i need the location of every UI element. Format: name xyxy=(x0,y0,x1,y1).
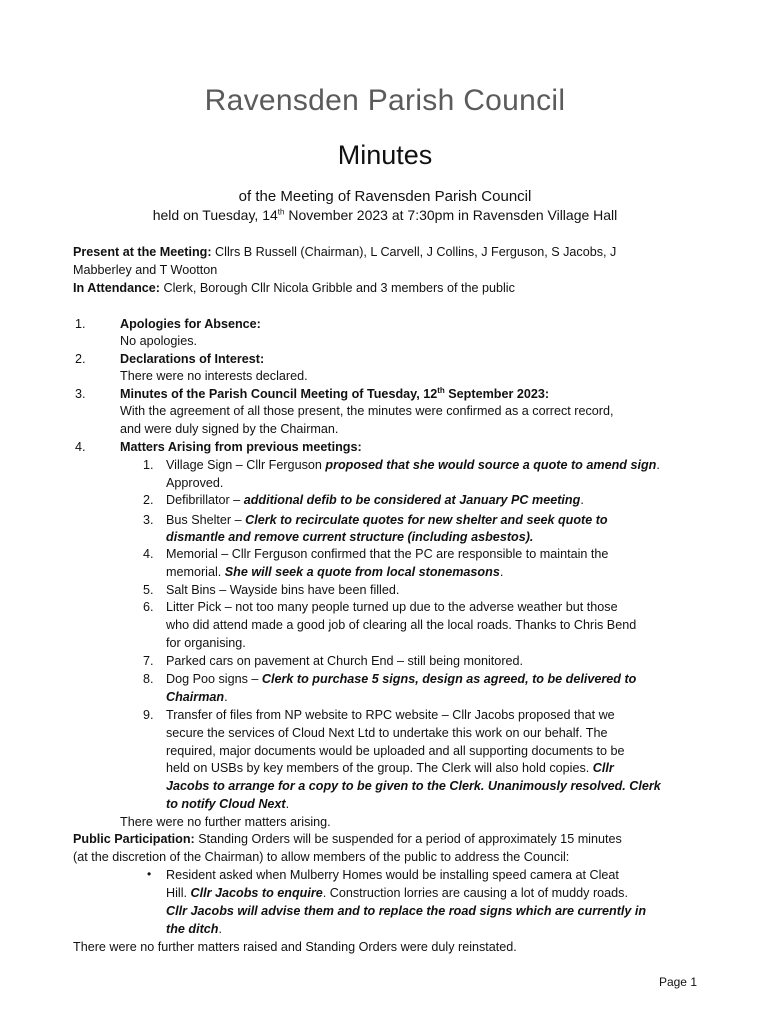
matter-line xyxy=(166,671,636,689)
action-text: Clerk to recirculate quotes for new shelter and seek quote to xyxy=(245,513,608,527)
matter-text: Defibrillator – xyxy=(166,493,244,507)
no-further-matters: There were no further matters arising. xyxy=(120,815,331,829)
page-number: Page 1 xyxy=(658,975,697,989)
matter-text: . xyxy=(656,458,660,472)
matter-text: Village Sign – Cllr Ferguson xyxy=(166,458,326,472)
item-number: 3. xyxy=(75,387,86,401)
matter-line: Approved. xyxy=(166,476,224,490)
matter-line: secure the services of Cloud Next Ltd to undertake this work on our behalf. The xyxy=(166,726,608,740)
action-text: additional defib to be considered at January PC meeting xyxy=(243,493,581,507)
matter-line: dismantle and remove current structure (including asbestos). xyxy=(166,530,534,544)
bullet-line: Cllr Jacobs will advise them and to replace the road signs which are currently in xyxy=(166,904,647,918)
present-line-2: Mabberley and T Wootton xyxy=(73,263,218,277)
matter-number: 1. xyxy=(143,458,154,472)
meeting-date-line xyxy=(0,207,770,223)
action-text: Clerk to purchase 5 signs, design as agreed, to be delivered to xyxy=(261,672,637,686)
item-body: No apologies. xyxy=(120,334,198,348)
bullet-line: Resident asked when Mulberry Homes would be installing speed camera at Cleat xyxy=(166,868,619,882)
matter-line: required, major documents would be uploaded and all supporting documents to be xyxy=(166,744,625,758)
present-label: Present at the Meeting: xyxy=(73,245,212,259)
in-attendance-line xyxy=(73,280,515,298)
item-heading: Matters Arising from previous meetings: xyxy=(120,440,362,454)
matter-number: 9. xyxy=(143,708,154,722)
closing-statement: There were no further matters raised and Standing Orders were duly reinstated. xyxy=(73,940,517,954)
item-body: With the agreement of all those present, the minutes were confirmed as a correct record, xyxy=(120,404,614,418)
heading-text: Minutes of the Parish Council Meeting of Tuesday, 12 xyxy=(120,387,438,401)
matter-text: . xyxy=(580,493,584,507)
matter-line xyxy=(166,796,289,814)
bullet-icon: • xyxy=(147,867,152,881)
matter-line: Parked cars on pavement at Church End – still being monitored. xyxy=(166,654,524,668)
meeting-subtitle: of the Meeting of Ravensden Parish Council xyxy=(238,188,532,205)
action-text: Cllr xyxy=(592,761,614,775)
matter-number: 8. xyxy=(143,672,154,686)
matter-line: for organising. xyxy=(166,636,246,650)
ordinal-sup: th xyxy=(437,385,445,395)
council-name: Ravensden Parish Council xyxy=(204,84,566,117)
item-number: 2. xyxy=(75,352,86,366)
matter-text: . xyxy=(285,797,290,811)
matter-line xyxy=(166,512,608,530)
matter-number: 3. xyxy=(143,513,154,527)
matter-line: Transfer of files from NP website to RPC website – Cllr Jacobs proposed that we xyxy=(166,708,615,722)
matter-text: Dog Poo signs – xyxy=(166,672,262,686)
matter-text: Bus Shelter – xyxy=(166,513,246,527)
bullet-text: . Construction lorries are causing a lot of muddy roads. xyxy=(322,886,628,900)
matter-line xyxy=(166,492,584,510)
matter-line xyxy=(166,689,228,707)
matter-number: 7. xyxy=(143,654,154,668)
present-text: Cllrs B Russell (Chairman), L Carvell, J Collins, J Ferguson, S Jacobs, J xyxy=(211,245,617,259)
matter-text: . xyxy=(499,565,504,579)
item-heading: Declarations of Interest: xyxy=(120,352,265,366)
public-participation-label: Public Participation: xyxy=(73,832,195,846)
bullet-line xyxy=(166,885,628,903)
matter-line: who did attend made a good job of clearing all the local roads. Thanks to Chris Bend xyxy=(166,618,637,632)
date-text: held on Tuesday, 14 xyxy=(152,207,278,223)
matter-number: 4. xyxy=(143,547,154,561)
matter-text: . xyxy=(224,690,228,704)
matter-line xyxy=(166,457,660,475)
matter-number: 5. xyxy=(143,583,154,597)
item-body-2: and were duly signed by the Chairman. xyxy=(120,422,339,436)
matter-number: 6. xyxy=(143,600,154,614)
matter-line: Litter Pick – not too many people turned up due to the adverse weather but those xyxy=(166,600,618,614)
matter-line: Memorial – Cllr Ferguson confirmed that the PC are responsible to maintain the xyxy=(166,547,609,561)
matter-line: Jacobs to arrange for a copy to be given to the Clerk. Unanimously resolved. Clerk xyxy=(166,779,661,793)
bullet-text: . xyxy=(218,922,222,936)
item-heading: Apologies for Absence: xyxy=(120,317,261,331)
ordinal-sup: th xyxy=(277,207,285,217)
date-text-rest: November 2023 at 7:30pm in Ravensden Village Hall xyxy=(284,207,618,223)
action-text: She will seek a quote from local stonemasons xyxy=(224,565,500,579)
in-attendance-label: In Attendance: xyxy=(73,281,160,295)
item-number: 4. xyxy=(75,440,86,454)
matter-number: 2. xyxy=(143,493,154,507)
action-text: the ditch xyxy=(166,922,219,936)
present-line xyxy=(73,244,616,262)
item-body: There were no interests declared. xyxy=(120,369,308,383)
item-number: 1. xyxy=(75,317,86,331)
heading-text-rest: September 2023: xyxy=(444,387,550,401)
in-attendance-text: Clerk, Borough Cllr Nicola Gribble and 3 members of the public xyxy=(160,281,515,295)
action-text: Cllr Jacobs to enquire xyxy=(190,886,323,900)
bullet-text: Hill. xyxy=(166,886,191,900)
bullet-line xyxy=(166,921,222,939)
matter-text: memorial. xyxy=(166,565,225,579)
matter-line xyxy=(166,760,614,778)
matter-line: Salt Bins – Wayside bins have been filled. xyxy=(166,583,400,597)
action-text: to notify Cloud Next xyxy=(166,797,286,811)
public-participation-line xyxy=(73,831,622,849)
action-text: proposed that she would source a quote to amend sign xyxy=(325,458,657,472)
action-text: Chairman xyxy=(166,690,225,704)
matter-text: held on USBs by key members of the group. The Clerk will also hold copies. xyxy=(166,761,593,775)
public-participation-text: Standing Orders will be suspended for a period of approximately 15 minutes xyxy=(194,832,622,846)
public-participation-line-2: (at the discretion of the Chairman) to allow members of the public to address the Council: xyxy=(73,850,570,864)
matter-line xyxy=(166,564,503,582)
page-title: Minutes xyxy=(337,140,433,170)
item-heading xyxy=(120,386,549,404)
